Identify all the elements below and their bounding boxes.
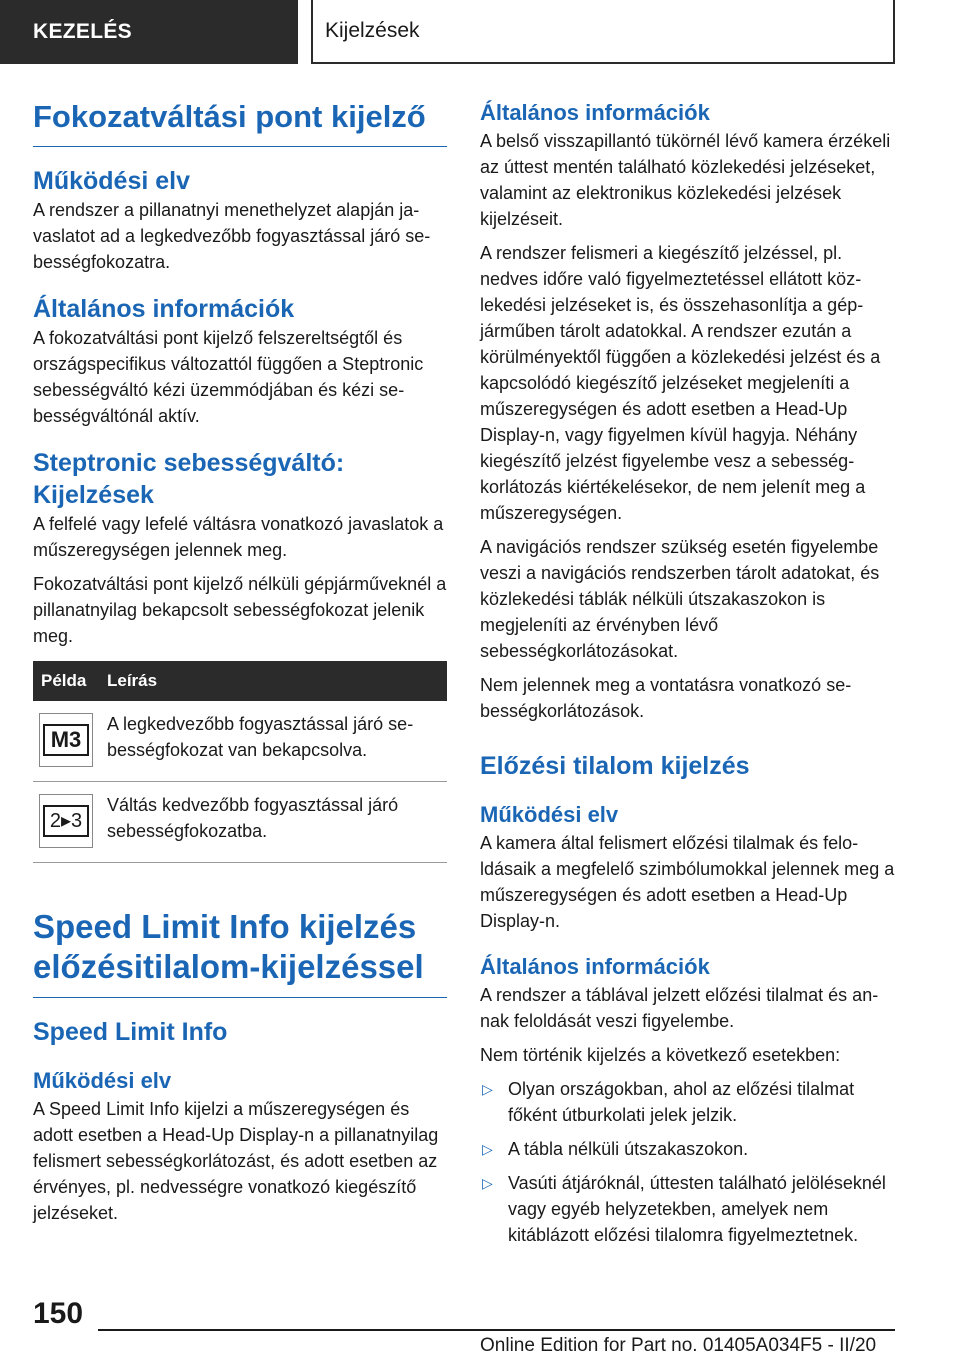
heading-speed-limit-info: Speed Limit Info: [33, 1018, 228, 1046]
paragraph: A belső visszapillantó tükörnél lévő kamera érzékeli az úttest mentén található közlekedési jelzéseket, valamint az elektronikus közlekedési jelzések kijelzéseit.: [480, 131, 891, 229]
triangle-bullet-icon: ▷: [482, 1081, 493, 1097]
edition-note: Online Edition for Part no. 01405A034F5 - II/20: [480, 1335, 877, 1356]
list-item: ▷ A tábla nélküli útszakaszokon.: [480, 1136, 896, 1162]
paragraph: Fokozatváltási pont kijelző nélküli gépjárműveknél a pillanatnyilag bekapcsolt sebességfokozat jelenik meg.: [33, 574, 447, 646]
heading-function-principle: Működési elv: [33, 1068, 172, 1093]
triangle-bullet-icon: ▷: [482, 1175, 493, 1191]
table-row: [33, 701, 447, 782]
heading-general-info: Általános információk: [480, 954, 710, 979]
gear-m3-icon: M3: [39, 713, 93, 767]
heading-overtaking-ban: Előzési tilalom kijelzés: [480, 752, 750, 780]
heading-general-info: Általános információk: [33, 295, 295, 323]
table-row: [33, 782, 447, 863]
table-header-description: Leírás: [99, 661, 447, 701]
title-speed-limit-info: Speed Limit Info kijelzés előzésitilalom-kijelzéssel: [33, 907, 447, 998]
paragraph: A rendszer a táblával jelzett előzési tilalmat és annak feloldását veszi figyelembe.: [480, 985, 879, 1031]
exception-list: [480, 1076, 896, 1248]
paragraph: A navigációs rendszer szükség esetén figyelembe veszi a navigációs rendszerben tárolt adatokat, és közlekedési táblák nélküli útszakaszokon is megjeleníti az érvényben lévő sebességkorlátozásokat.: [480, 537, 880, 661]
paragraph: A rendszer a pillanatnyi menethelyzet alapján javaslatot ad a legkedvezőbb fogyasztással járó sebességfokozatra.: [33, 200, 431, 272]
list-item: ▷ Vasúti átjáróknál, úttesten található jelöléseknél vagy egyéb helyzetekben, amelyek nem kitáblázott előzési tilalomra figyelmeztetnek.: [480, 1170, 896, 1248]
header-chapter: Kijelzések: [311, 0, 895, 64]
right-column: [480, 98, 896, 1256]
heading-function-principle: Működési elv: [480, 802, 619, 827]
title-gear-indicator: Fokozatváltási pont kijelző: [33, 98, 447, 147]
footer-divider: [98, 1329, 895, 1331]
list-item: ▷ Olyan országokban, ahol az előzési tilalmat főként útburkolati jelek jelzik.: [480, 1076, 896, 1128]
heading-general-info: Általános információk: [480, 100, 710, 125]
table-cell: Váltás kedvezőbb fogyasztással járó sebességfokozatba.: [99, 782, 447, 863]
paragraph: A kamera által felismert előzési tilalmak és feloldásaik a megfelelő szimbólumokkal jelennek meg a műszeregységen és adott esetben a Head-Up Display-n.: [480, 833, 895, 931]
table-cell: A legkedvezőbb fogyasztással járó sebességfokozat van bekapcsolva.: [99, 701, 447, 782]
paragraph: A felfelé vagy lefelé váltásra vonatkozó javaslatok a műszeregységen jelennek meg.: [33, 514, 444, 560]
heading-steptronic: Steptronic sebességváltó: Kijelzések: [33, 449, 345, 509]
heading-function-principle: Működési elv: [33, 167, 190, 195]
paragraph: Nem történik kijelzés a következő esetekben:: [480, 1045, 841, 1065]
triangle-bullet-icon: ▷: [482, 1141, 493, 1157]
paragraph: Nem jelennek meg a vontatásra vonatkozó sebességkorlátozások.: [480, 675, 852, 721]
table-header-example: Példa: [33, 661, 99, 701]
example-table: [33, 661, 447, 863]
paragraph: A rendszer felismeri a kiegészítő jelzéssel, pl. nedves időre való figyelmeztetéssel ellátott közlekedési jelzéseket is, és összehasonlítja a gépjárműben tárolt adatokkal. A rendszer ezután a körülményektől függően a közlekedési jelzést és a kapcsolódó kiegészítő jelzéseket megjeleníti a műszeregységen és adott esetben a Head-Up Display-n, vagy figyelmen kívül hagyja. Néhány kiegészítő jelzést figyelembe vesz a sebességkorlátozás kiértékelésekor, de nem jelenít meg a műszeregységen.: [480, 243, 881, 523]
left-column: [33, 98, 447, 1226]
paragraph: A fokozatváltási pont kijelző felszereltségtől és országspecifikus változattól függően a Steptronic sebességváltó kézi üzemmódjában és kézi sebességváltónál aktív.: [33, 328, 424, 426]
page-number: 150: [33, 1297, 84, 1330]
header-section: KEZELÉS: [0, 0, 298, 64]
shift-up-icon: 2▸3: [39, 794, 93, 848]
paragraph: A Speed Limit Info kijelzi a műszeregységen és adott esetben a Head-Up Display-n a pillanatnyilag felismert sebességkorlátozást, és adott esetben az érvényes, pl. nedvességre vonatkozó kiegészítő jelzéseket.: [33, 1099, 439, 1223]
